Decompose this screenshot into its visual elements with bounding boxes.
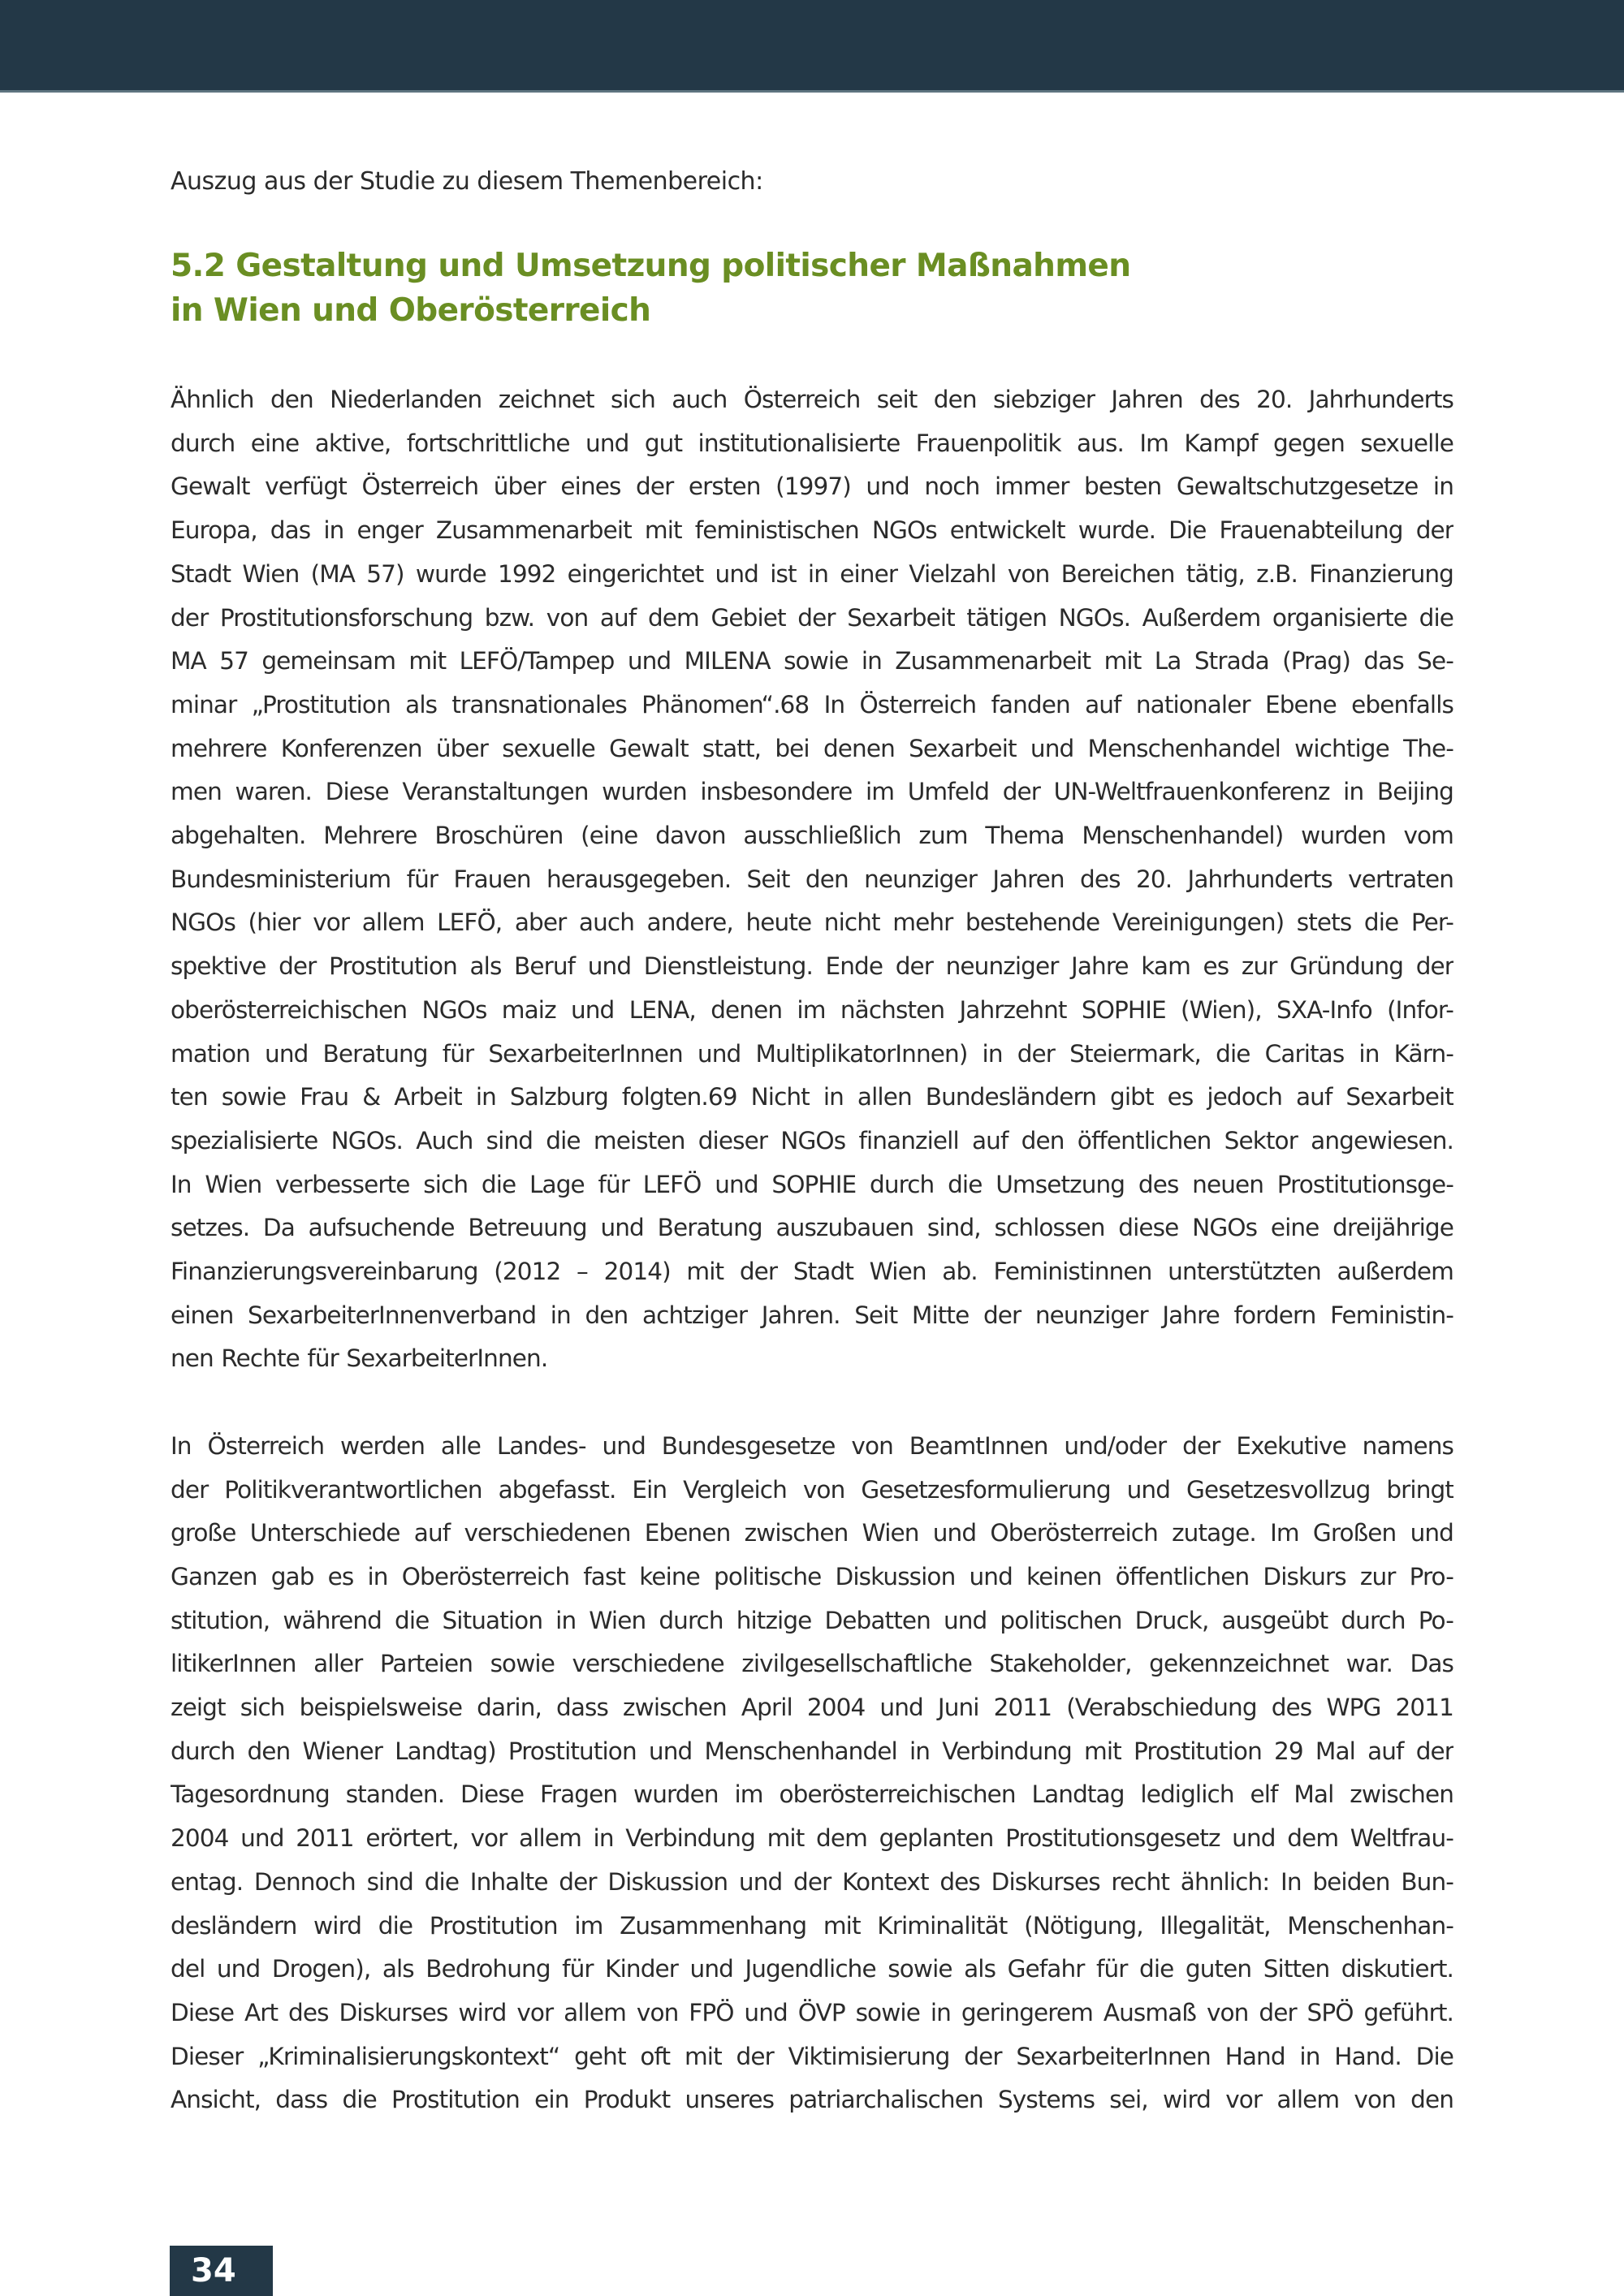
text-line: ten sowie Frau & Arbeit in Salzburg folgten.69 Nicht in allen Bundesländern gibt es jedoch auf Sexarbeit [171,1083,1453,1111]
text-line: spezialisierte NGOs. Auch sind die meisten dieser NGOs finanziell auf den öffentlichen Sektor angewiesen. [171,1126,1453,1154]
section-heading [171,244,1145,333]
text-line: setzes. Da aufsuchende Betreuung und Beratung auszubauen sind, schlossen diese NGOs eine dreijährige [171,1214,1453,1242]
text-line: spektive der Prostitution als Beruf und Dienstleistung. Ende der neunziger Jahre kam es zur Gründung der [171,952,1453,981]
text-line: abgehalten. Mehrere Broschüren (eine davon ausschließlich zum Thema Menschenhandel) wurden vom [171,822,1453,850]
text-line: nen Rechte für SexarbeiterInnen. [171,1344,548,1373]
text-line: Ähnlich den Niederlanden zeichnet sich auch Österreich seit den siebziger Jahren des 20. Jahrhunderts [171,386,1453,413]
intro-text: Auszug aus der Studie zu diesem Themenbereich: [171,167,763,196]
text-line: zeigt sich beispielsweise darin, dass zwischen April 2004 und Juni 2011 (Verabschiedung des WPG 2011 [171,1694,1453,1722]
text-line: oberösterreichischen NGOs maiz und LENA, denen im nächsten Jahrzehnt SOPHIE (Wien), SXA-Info (Infor- [171,995,1453,1024]
text-line: der Politikverantwortlichen abgefasst. Ein Vergleich von Gesetzesformulierung und Gesetzesvollzug bringt [171,1475,1453,1504]
text-line: mation und Beratung für SexarbeiterInnen und MultiplikatorInnen) in der Steiermark, die Caritas in Kärn- [171,1039,1453,1068]
section-heading-line-2: in Wien und Oberösterreich [171,292,651,329]
paragraph-1 [171,378,1453,1381]
text-line: Europa, das in enger Zusammenarbeit mit feministischen NGOs entwickelt wurde. Die Frauenabteilung der [171,516,1453,545]
text-line: MA 57 gemeinsam mit LEFÖ/Tampep und MILENA sowie in Zusammenarbeit mit La Strada (Prag) das Se- [171,647,1453,675]
text-line: entag. Dennoch sind die Inhalte der Diskussion und der Kontext des Diskurses recht ähnlich: In beiden Bun- [171,1867,1453,1896]
text-line: durch den Wiener Landtag) Prostitution und Menschenhandel in Verbindung mit Prostitution 29 Mal auf der [171,1737,1453,1765]
text-line: desländern wird die Prostitution im Zusammenhang mit Kriminalität (Nötigung, Illegalität, Menschenhan- [171,1911,1453,1940]
text-line: minar „Prostitution als transnationales Phänomen“.68 In Österreich fanden auf nationaler Ebene ebenfalls [171,690,1453,719]
text-line: Ganzen gab es in Oberösterreich fast keine politische Diskussion und keinen öffentlichen Diskurs zur Pro- [171,1562,1453,1590]
text-line: Tagesordnung standen. Diese Fragen wurden im oberösterreichischen Landtag lediglich elf Mal zwischen [171,1780,1453,1809]
paragraph-gap [171,1381,1453,1425]
text-line: men waren. Diese Veranstaltungen wurden insbesondere im Umfeld der UN-Weltfrauenkonferenz in Beijing [171,778,1453,806]
text-line: durch eine aktive, fortschrittliche und gut institutionalisierte Frauenpolitik aus. Im Kampf gegen sexuelle [171,429,1453,457]
text-line: Dieser „Kriminalisierungskontext“ geht oft mit der Viktimisierung der SexarbeiterInnen Hand in Hand. Die [171,2042,1453,2070]
text-line: stitution, während die Situation in Wien durch hitzige Debatten und politischen Druck, ausgeübt durch Po- [171,1606,1453,1634]
text-line: NGOs (hier vor allem LEFÖ, aber auch andere, heute nicht mehr bestehende Vereinigungen) stets die Per- [171,908,1453,937]
text-line: del und Drogen), als Bedrohung für Kinder und Jugendliche sowie als Gefahr für die guten Sitten diskutiert. [171,1955,1453,1983]
text-line: Stadt Wien (MA 57) wurde 1992 eingerichtet und ist in einer Vielzahl von Bereichen tätig, z.B. Finanzierung [171,559,1453,588]
body-content [171,378,1453,2122]
text-line: In Österreich werden alle Landes- und Bundesgesetze von BeamtInnen und/oder der Exekutive namens [171,1431,1453,1460]
text-line: Gewalt verfügt Österreich über eines der ersten (1997) und noch immer besten Gewaltschutzgesetze in [171,473,1453,501]
text-line: Diese Art des Diskurses wird vor allem von FPÖ und ÖVP sowie in geringerem Ausmaß von der SPÖ geführt. [171,1999,1453,2026]
text-line: 2004 und 2011 erörtert, vor allem in Verbindung mit dem geplanten Prostitutionsgesetz und dem Weltfrau- [171,1824,1453,1853]
text-line: Finanzierungsvereinbarung (2012 – 2014) mit der Stadt Wien ab. Feministinnen unterstützten außerdem [171,1258,1453,1286]
text-line: Bundesministerium für Frauen herausgegeben. Seit den neunziger Jahren des 20. Jahrhunderts vertraten [171,865,1453,893]
page-number: 34 [170,2246,273,2296]
text-line: litikerInnen aller Parteien sowie verschiedene zivilgesellschaftliche Stakeholder, gekennzeichnet war. Das [171,1650,1453,1678]
text-line: In Wien verbesserte sich die Lage für LEFÖ und SOPHIE durch die Umsetzung des neuen Prostitutionsge- [171,1170,1453,1198]
paragraph-2 [171,1425,1453,2122]
text-line: einen SexarbeiterInnenverband in den achtziger Jahren. Seit Mitte der neunziger Jahre fordern Feministin- [171,1301,1453,1329]
header-band [0,0,1624,93]
text-line: große Unterschiede auf verschiedenen Ebenen zwischen Wien und Oberösterreich zutage. Im Großen und [171,1519,1453,1547]
text-line: Ansicht, dass die Prostitution ein Produkt unseres patriarchalischen Systems sei, wird vor allem von den [171,2086,1453,2114]
text-line: mehrere Konferenzen über sexuelle Gewalt statt, bei denen Sexarbeit und Menschenhandel wichtige The- [171,734,1453,762]
text-line: der Prostitutionsforschung bzw. von auf dem Gebiet der Sexarbeit tätigen NGOs. Außerdem organisierte die [171,603,1453,632]
section-heading-line-1: 5.2 Gestaltung und Umsetzung politischer Maßnahmen [171,248,1131,284]
